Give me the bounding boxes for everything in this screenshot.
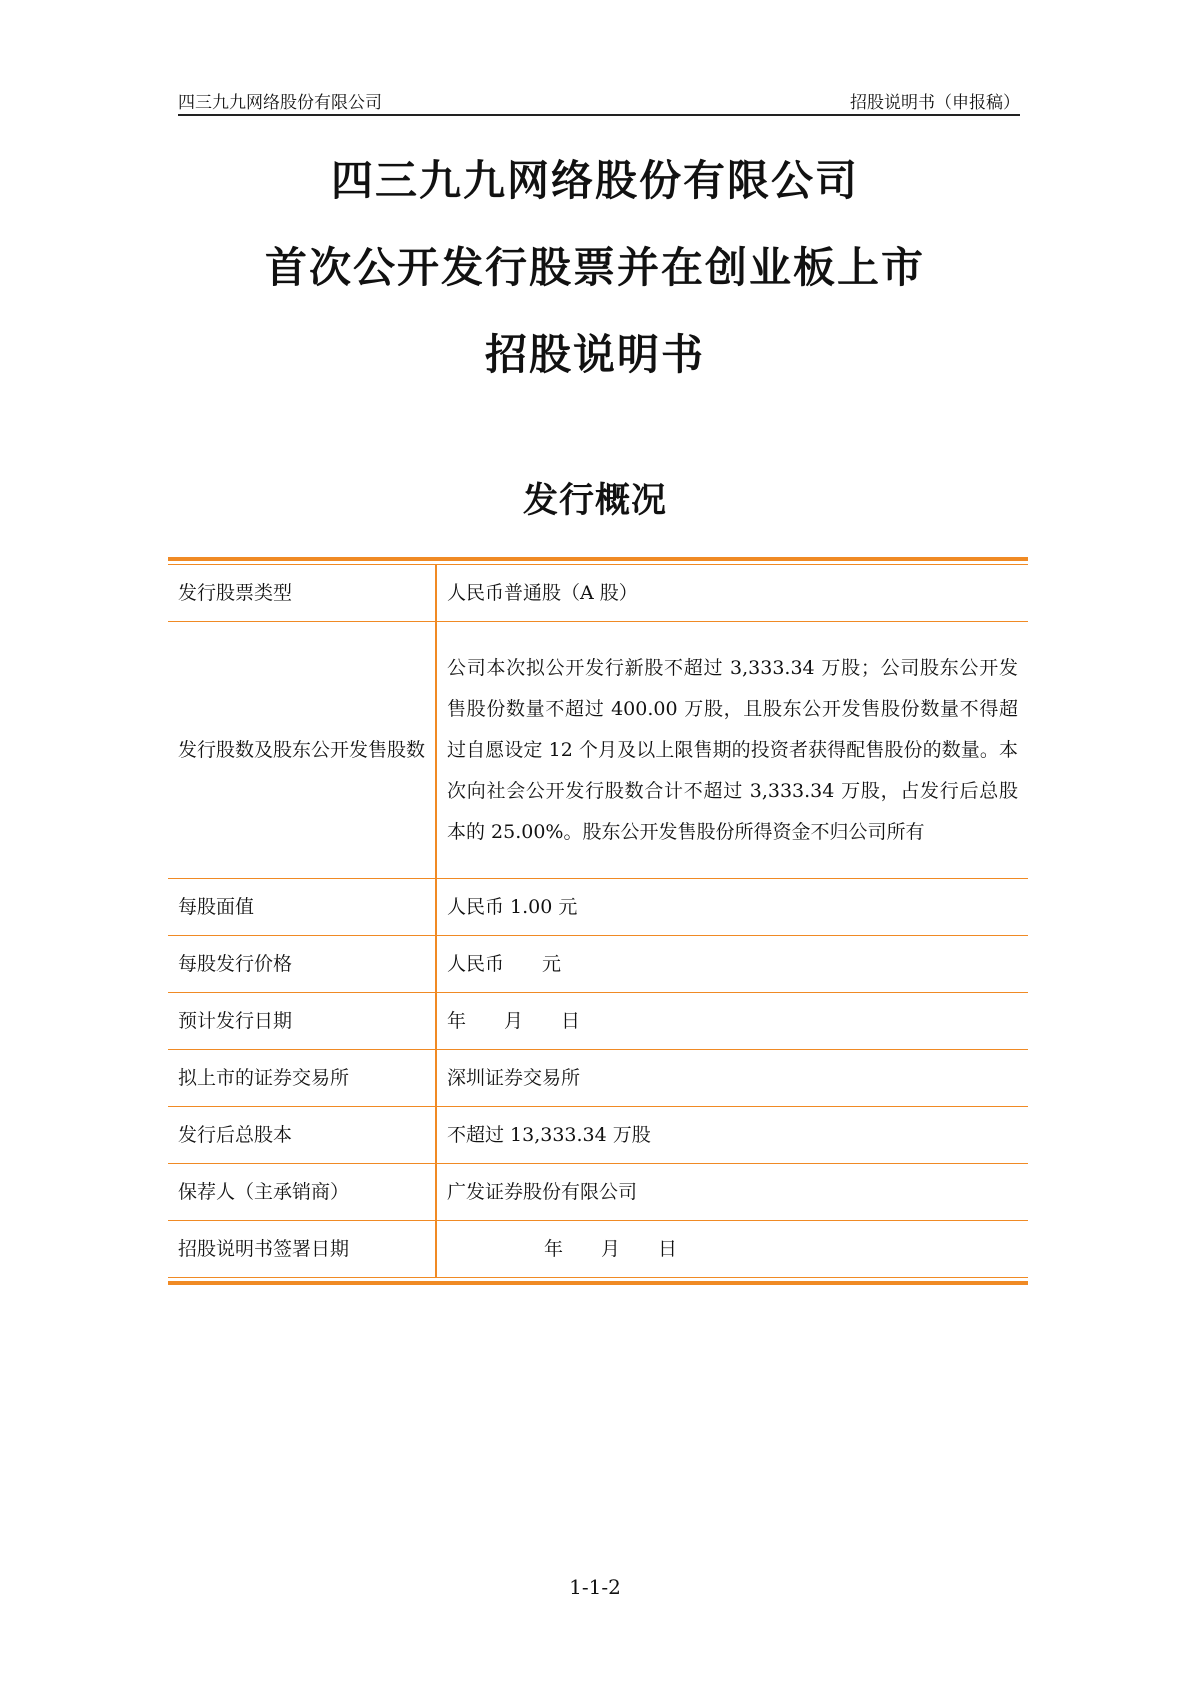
row-label-par-value: 每股面值 xyxy=(168,879,436,936)
row-label-signing-date: 招股说明书签署日期 xyxy=(168,1221,436,1278)
overview-table-inner xyxy=(168,564,1028,1278)
row-label-issue-date: 预计发行日期 xyxy=(168,993,436,1050)
page-header xyxy=(178,84,1020,116)
table-row xyxy=(168,879,1028,936)
overview-table xyxy=(168,565,1028,1277)
row-value-signing-date: 年 月 日 xyxy=(544,1237,678,1260)
row-label-share-count: 发行股数及股东公开发售股数 xyxy=(168,622,436,879)
row-label-stock-type: 发行股票类型 xyxy=(168,565,436,622)
row-value-total-shares: 不超过 13,333.34 万股 xyxy=(436,1107,1028,1164)
title-offering: 首次公开发行股票并在创业板上市 xyxy=(264,243,925,292)
header-document-type: 招股说明书（申报稿） xyxy=(850,93,1020,113)
table-row xyxy=(168,1050,1028,1107)
overview-table-frame xyxy=(168,557,1028,1285)
row-label-total-shares: 发行后总股本 xyxy=(168,1107,436,1164)
table-row xyxy=(168,1107,1028,1164)
row-value-issue-date: 年 月 日 xyxy=(436,993,1028,1050)
table-row xyxy=(168,993,1028,1050)
row-label-issue-price: 每股发行价格 xyxy=(168,936,436,993)
row-value-stock-type: 人民币普通股（A 股） xyxy=(436,565,1028,622)
table-row xyxy=(168,622,1028,879)
title-prospectus: 招股说明书 xyxy=(484,330,705,379)
row-value-issue-price: 人民币 元 xyxy=(436,936,1028,993)
row-label-exchange: 拟上市的证券交易所 xyxy=(168,1050,436,1107)
title-company: 四三九九网络股份有限公司 xyxy=(330,156,859,205)
table-row xyxy=(168,1221,1028,1278)
row-value-exchange: 深圳证券交易所 xyxy=(436,1050,1028,1107)
row-label-sponsor: 保荐人（主承销商） xyxy=(168,1164,436,1221)
row-value-par-value: 人民币 1.00 元 xyxy=(436,879,1028,936)
section-title: 发行概况 xyxy=(522,480,667,521)
row-value-share-count: 公司本次拟公开发行新股不超过 3,333.34 万股；公司股东公开发售股份数量不超过 400.00 万股，且股东公开发售股份数量不得超过自愿设定 12 个月及以上限售期的投资者获得配售股份的数量。本次向社会公开发行股数合计不超过 3,333.34 万股，占发行后总股本的 25.00%。股东公开发售股份所得资金不归公司所有 xyxy=(436,622,1028,879)
table-row xyxy=(168,1164,1028,1221)
table-row xyxy=(168,936,1028,993)
header-company-name: 四三九九网络股份有限公司 xyxy=(178,93,382,113)
row-value-sponsor: 广发证券股份有限公司 xyxy=(436,1164,1028,1221)
page-number: 1-1-2 xyxy=(569,1575,621,1599)
table-row xyxy=(168,565,1028,622)
